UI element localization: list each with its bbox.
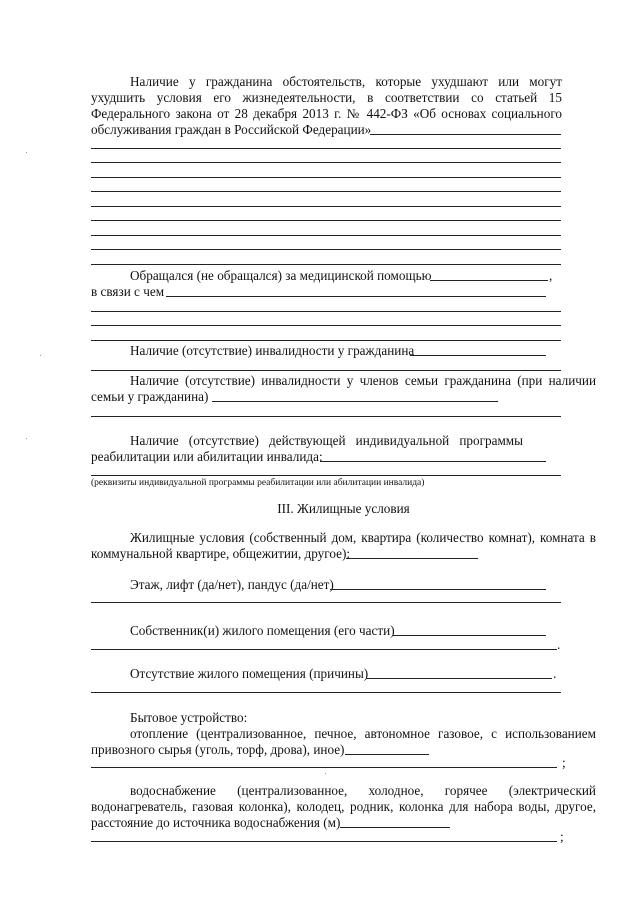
housing-line-2: коммунальной квартире, общежитии, другое): [91,546,351,561]
owner-label: Собственник(и) жилого помещения (его части) [130,623,395,638]
blank-line[interactable] [91,249,561,250]
floor-field[interactable] [330,589,546,590]
medical-label: Обращался (не обращался) за медицинской помощью [130,268,432,283]
medical-comma: , [549,268,553,283]
blank-line[interactable] [91,235,561,236]
blank-line[interactable] [91,206,561,207]
household-title: Бытовое устройство: [130,710,248,725]
absence-field[interactable] [366,678,552,679]
owner-field[interactable] [393,635,546,636]
scan-speck [325,773,326,774]
owner-field-2[interactable] [91,649,557,650]
rehab-note: (реквизиты индивидуальной программы реабилитации или абилитации инвалида) [91,478,425,488]
heating-field[interactable] [345,754,429,755]
blank-line[interactable] [91,692,561,693]
blank-line[interactable] [91,148,561,149]
blank-line[interactable] [91,177,561,178]
disability-citizen-label: Наличие (отсутствие) инвалидности у гражданина [130,343,415,358]
housing-field[interactable] [346,558,478,559]
owner-period: . [557,637,561,652]
medical-reason-label: в связи с чем [91,284,165,299]
absence-period: . [553,666,557,681]
water-line-1: водоснабжение (централизованное, холодное, горячее (электрический [130,783,596,798]
section-title: III. Жилищные условия [277,501,410,516]
circumstances-line-2: ухудшить условия его жизнедеятельности, в соответствии со статьей 15 [91,90,562,105]
disability-family-line-1: Наличие (отсутствие) инвалидности у членов семьи гражданина (при наличии [130,373,596,388]
scan-speck [26,152,27,153]
heating-semicolon: ; [562,755,566,770]
heating-field-2[interactable] [91,767,557,768]
blank-line[interactable] [91,311,561,312]
housing-line-1: Жилищные условия (собственный дом, квартира (количество комнат), комната в [130,530,596,545]
water-field-2[interactable] [91,841,557,842]
circumstances-line-4: обслуживания граждан в Российской Федерации» [91,122,372,137]
rehab-details-field[interactable] [91,475,561,476]
medical-reason-field[interactable] [166,296,546,297]
blank-line[interactable] [91,191,561,192]
floor-label: Этаж, лифт (да/нет), пандус (да/нет) [130,577,334,592]
absence-label: Отсутствие жилого помещения (причины) [130,666,369,681]
water-field[interactable] [340,827,450,828]
scan-speck [40,355,41,356]
rehab-field[interactable] [320,461,546,462]
blank-line[interactable] [91,162,561,163]
blank-line[interactable] [91,325,561,326]
blank-line[interactable] [91,602,561,603]
heating-line-1: отопление (централизованное, печное, автономное газовое, с использованием [130,726,596,741]
circumstances-line-3: Федерального закона от 28 декабря 2013 г. № 442-ФЗ «Об основах социального [91,106,562,121]
disability-citizen-field[interactable] [410,355,546,356]
blank-line[interactable] [91,264,561,265]
water-line-3: расстояние до источника водоснабжения (м) [91,815,341,830]
disability-family-line-2: семьи у гражданина) [91,389,209,404]
heating-line-2: привозного сырья (уголь, торф, дрова), иное) [91,742,345,757]
disability-family-field[interactable] [212,401,498,402]
circumstances-line-1: Наличие у гражданина обстоятельств, которые ухудшают или могут [130,74,562,89]
water-semicolon: ; [560,829,564,844]
rehab-line-1: Наличие (отсутствие) действующей индивидуальной программы [130,433,523,448]
scan-speck [26,438,27,439]
blank-line[interactable] [91,416,561,417]
rehab-line-2: реабилитации или абилитации инвалида: [91,449,323,464]
water-line-2: водонагреватель, газовая колонка), колодец, родник, колонка для набора воды, другое, [91,799,596,814]
blank-line[interactable] [91,370,561,371]
blank-line[interactable] [91,340,561,341]
blank-line[interactable] [91,220,561,221]
circumstances-field[interactable] [370,134,561,135]
medical-field[interactable] [430,280,548,281]
